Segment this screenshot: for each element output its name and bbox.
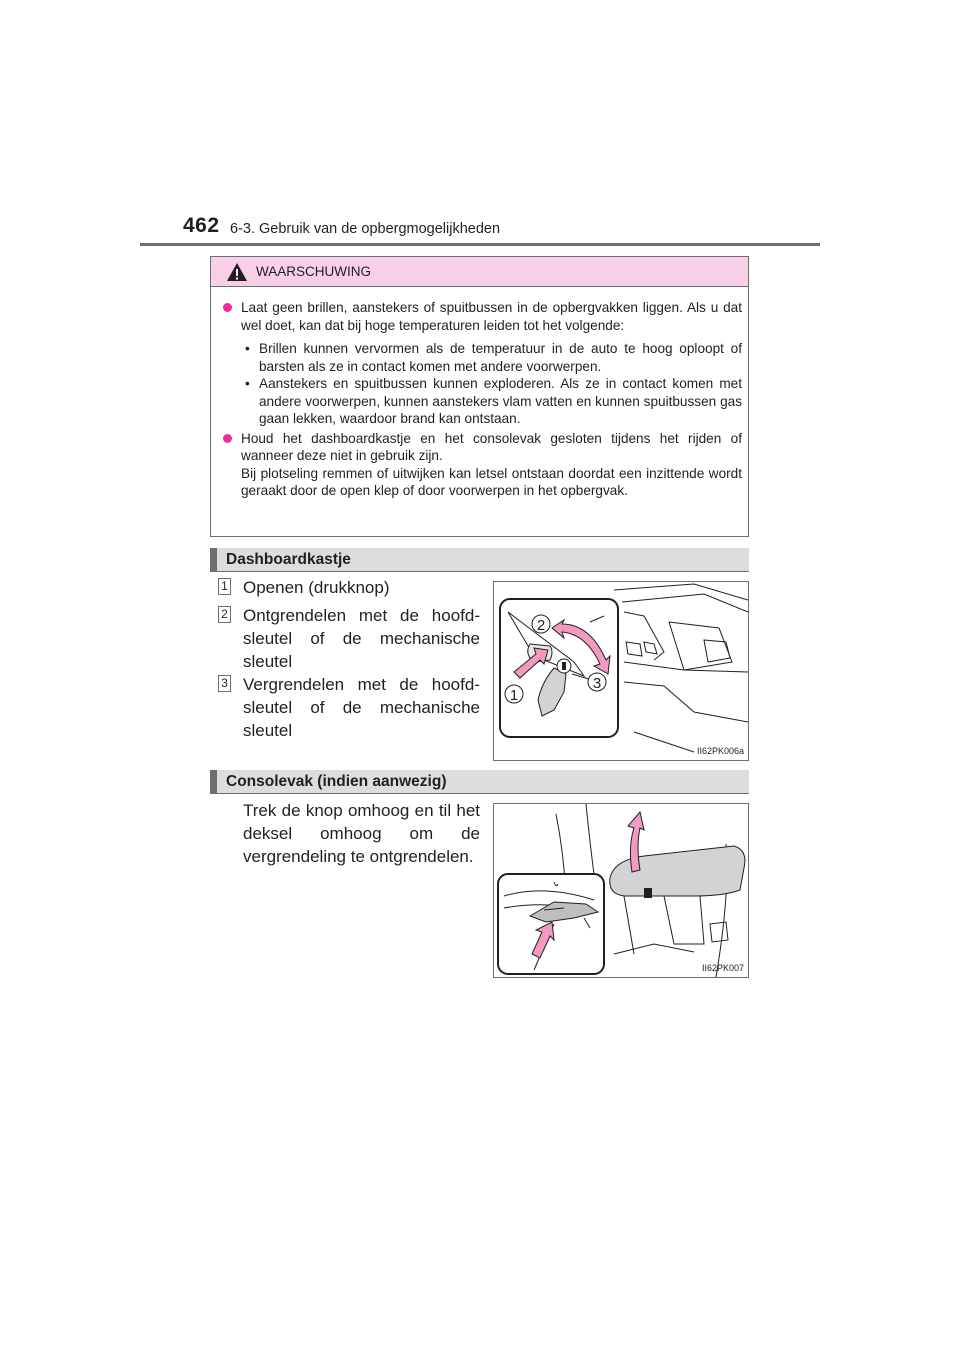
bullet-dot-icon — [223, 434, 232, 443]
heading-text: Consolevak (indien aanwezig) — [226, 773, 447, 790]
warning-text-extra: Bij plotseling remmen of uitwijken kan letsel ontstaan doordat een inzittende wordt geraakt door de open klep of door voorwerpen in het opbergvak. — [241, 465, 742, 498]
step-text: Ontgrendelen met de hoofdsleutel of de mechanische sleutel — [243, 606, 480, 671]
warning-subitem — [241, 340, 742, 375]
warning-triangle-icon — [226, 262, 248, 282]
console-illustration — [494, 804, 748, 977]
section-title: 6-3. Gebruik van de opbergmogelijkheden — [230, 221, 501, 237]
step-number: 1 — [218, 578, 231, 595]
console-instruction: Trek de knop omhoog en til het deksel omhoog om de vergrendeling te ontgrendelen. — [243, 801, 480, 866]
step-item — [218, 604, 480, 673]
header-rule — [140, 243, 820, 246]
section-heading-dashboard — [210, 548, 749, 572]
callout-2: 2 — [536, 617, 546, 634]
warning-bullet — [219, 430, 742, 500]
step-number: 3 — [218, 675, 231, 692]
warning-subitem-text: Aanstekers en spuitbussen kunnen exploderen. Als ze in contact komen met andere voorwerpen, kunnen aanstekers vlam vatten en kunnen spuitbussen gas gaan lekken, waardoor brand kan ontstaan. — [259, 376, 742, 426]
callout-1: 1 — [509, 687, 519, 704]
step-item — [218, 576, 480, 599]
warning-sublist — [241, 340, 742, 428]
step-number: 2 — [218, 606, 231, 623]
warning-subitem-text: Brillen kunnen vervormen als de temperatuur in de auto te hoog oploopt of barsten als ze in contact komen met andere voorwerpen. — [259, 341, 742, 374]
page-number: 462 — [183, 214, 220, 237]
warning-subitem — [241, 375, 742, 428]
bullet-dot-icon — [223, 303, 232, 312]
warning-label: WAARSCHUWING — [256, 264, 371, 279]
step-text: Vergrendelen met de hoofdsleutel of de mechanische sleutel — [243, 675, 480, 740]
heading-text: Dashboardkastje — [226, 551, 351, 568]
glovebox-illustration — [494, 582, 748, 760]
heading-bar — [210, 770, 217, 793]
section-heading-console — [210, 770, 749, 794]
warning-text: Laat geen brillen, aanstekers of spuitbussen in de opbergvakken liggen. Als u dat wel doet, kan dat bij hoge temperaturen leiden tot het volgende: — [241, 300, 742, 333]
console-figure — [493, 803, 749, 978]
warning-text: Houd het dashboardkastje en het consolevak gesloten tijdens het rijden of wanneer deze niet in gebruik zijn. — [241, 430, 742, 463]
glovebox-figure — [493, 581, 749, 761]
step-item — [218, 673, 480, 742]
warning-bullet — [219, 299, 742, 428]
step-text: Openen (drukknop) — [243, 578, 390, 597]
figure-code: II62PK007 — [701, 963, 744, 973]
figure-code: II62PK006a — [696, 746, 744, 756]
warning-header — [211, 257, 748, 287]
warning-body — [211, 287, 748, 500]
sub-marker: • — [245, 341, 250, 356]
heading-bar — [210, 548, 217, 571]
warning-box — [210, 256, 749, 537]
sub-marker: • — [245, 376, 250, 391]
callout-3: 3 — [592, 675, 602, 692]
